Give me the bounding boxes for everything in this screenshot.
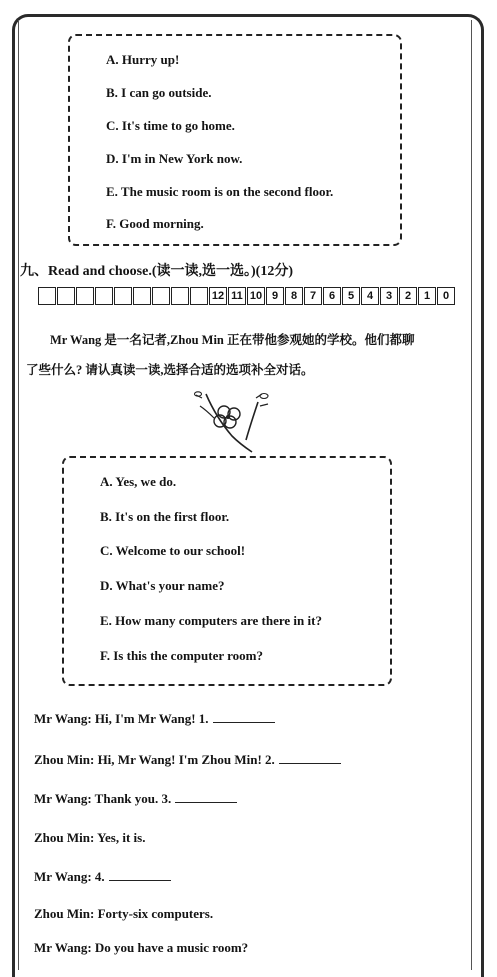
option-b: B. I can go outside. xyxy=(106,85,212,100)
option-e: E. The music room is on the second floor. xyxy=(106,184,334,199)
option-d: D. What's your name? xyxy=(100,578,225,593)
intro-line-1: Mr Wang 是一名记者,Zhou Min 正在带他参观她的学校。他们都聊 xyxy=(50,333,415,347)
section-title: 九、Read and choose.(读一读,选一选。)(12分) xyxy=(20,264,293,279)
answer-blank-2[interactable] xyxy=(279,751,341,764)
dialog-line-3 xyxy=(34,790,237,807)
score-cell xyxy=(76,287,94,305)
dialog-text: Mr Wang: 4. xyxy=(34,869,105,884)
score-cell xyxy=(152,287,170,305)
score-cell: 10 xyxy=(247,287,265,305)
score-cell xyxy=(133,287,151,305)
answer-blank-4[interactable] xyxy=(109,868,171,881)
dialog-text: Zhou Min: Yes, it is. xyxy=(34,830,146,845)
option-c: C. It's time to go home. xyxy=(106,118,235,133)
score-cell: 6 xyxy=(323,287,341,305)
intro-line-2: 了些什么? 请认真读一读,选择合适的选项补全对话。 xyxy=(26,363,314,377)
score-cell: 4 xyxy=(361,287,379,305)
dialog-text: Mr Wang: Hi, I'm Mr Wang! 1. xyxy=(34,711,209,726)
score-cell: 9 xyxy=(266,287,284,305)
dialog-line-6 xyxy=(34,906,213,922)
score-cell: 8 xyxy=(285,287,303,305)
score-cell xyxy=(114,287,132,305)
score-cell: 11 xyxy=(228,287,246,305)
dialog-text: Zhou Min: Hi, Mr Wang! I'm Zhou Min! 2. xyxy=(34,752,275,767)
score-cell: 5 xyxy=(342,287,360,305)
score-cell xyxy=(38,287,56,305)
option-e: E. How many computers are there in it? xyxy=(100,613,322,628)
score-cell: 2 xyxy=(399,287,417,305)
dialog-line-1 xyxy=(34,710,275,727)
score-cell xyxy=(171,287,189,305)
dialog-line-5 xyxy=(34,868,171,885)
dialog-line-4 xyxy=(34,830,145,846)
option-a: A. Yes, we do. xyxy=(100,474,177,489)
score-cell: 3 xyxy=(380,287,398,305)
answer-blank-3[interactable] xyxy=(175,790,237,803)
option-d: D. I'm in New York now. xyxy=(106,151,243,166)
score-cell xyxy=(57,287,75,305)
flower-branch-icon xyxy=(186,388,278,454)
dialog-line-2 xyxy=(34,751,341,768)
option-c: C. Welcome to our school! xyxy=(100,543,246,558)
option-f: F. Is this the computer room? xyxy=(100,648,263,663)
score-cell xyxy=(190,287,208,305)
dialog-line-7 xyxy=(34,940,248,956)
option-f: F. Good morning. xyxy=(106,216,204,231)
option-a: A. Hurry up! xyxy=(106,52,180,67)
dialog-text: Mr Wang: Thank you. 3. xyxy=(34,791,172,806)
score-cell xyxy=(95,287,113,305)
option-b: B. It's on the first floor. xyxy=(100,509,230,524)
score-cell: 1 xyxy=(418,287,436,305)
dialog-text: Mr Wang: Do you have a music room? xyxy=(34,940,249,955)
option-box-1 xyxy=(68,34,402,246)
score-cell: 12 xyxy=(209,287,227,305)
score-cell: 7 xyxy=(304,287,322,305)
answer-blank-1[interactable] xyxy=(213,710,275,723)
score-cell: 0 xyxy=(437,287,455,305)
option-box-2 xyxy=(62,456,392,686)
dialog-text: Zhou Min: Forty-six computers. xyxy=(34,906,214,921)
score-strip xyxy=(38,287,456,307)
